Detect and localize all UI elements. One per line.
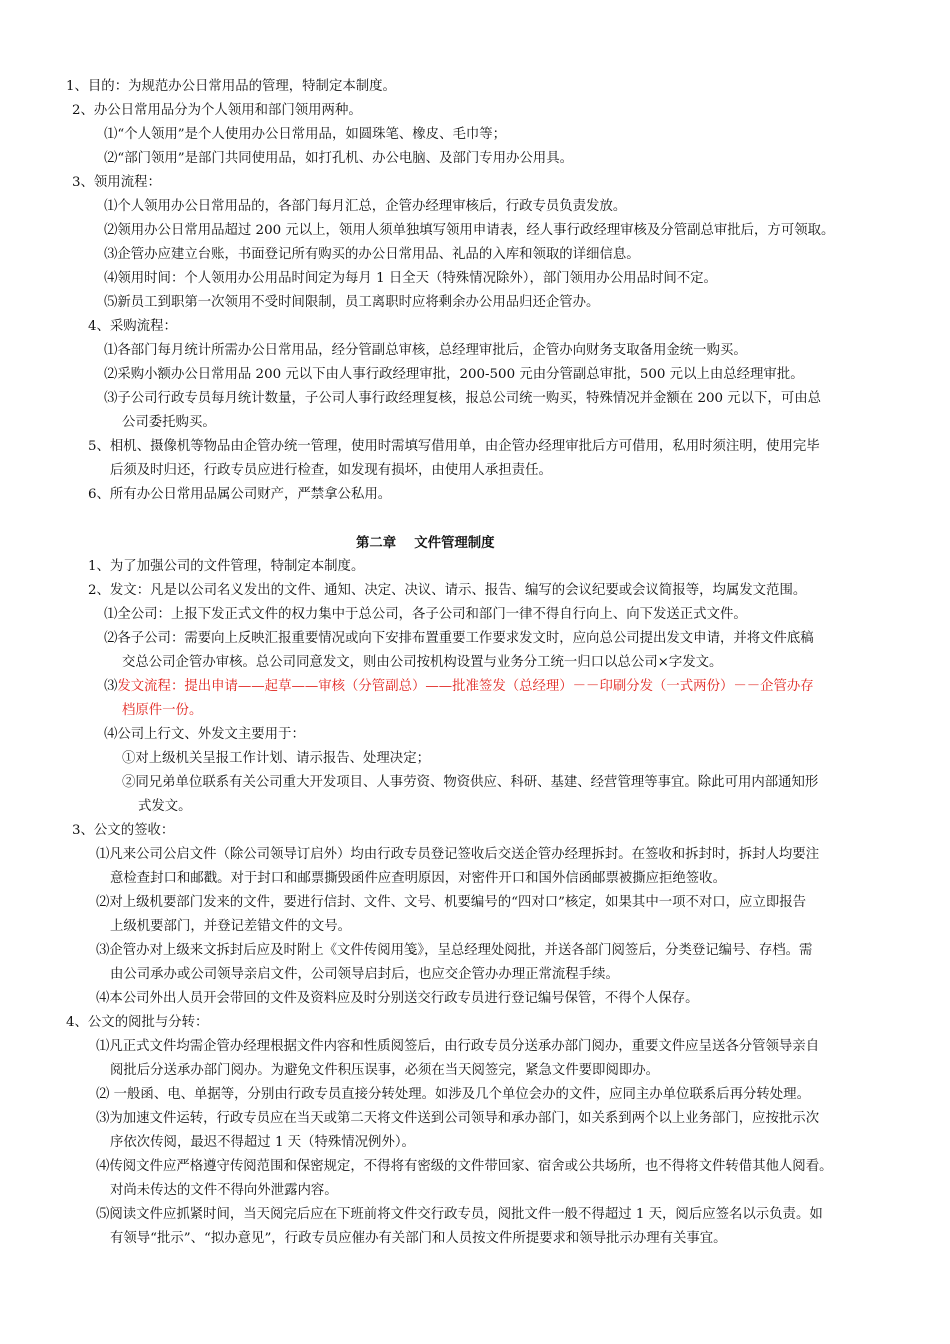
purchase-step-3: ⑶子公司行政专员每月统计数量，子公司人事行政经理复核，报总公司统一购买，特殊情况并金额在 200 元以下，可由总 (104, 391, 821, 406)
receipt-sub-4: ⑷本公司外出人员开会带回的文件及资料应及时分别送交行政专员进行登记编号保管，不得个人保存。 (96, 991, 699, 1006)
review-sub-2: ⑵ 一般函、电、单据等，分别由行政专员直接分转处理。如涉及几个单位会办的文件，应同主办单位联系后再分转处理。 (96, 1087, 810, 1102)
review-sub-4: ⑷传阅文件应严格遵守传阅范围和保密规定，不得将有密级的文件带回家、宿舍或公共场所，也不得将文件转借其他人阅看。 (96, 1159, 833, 1174)
purchase-step-2: ⑵采购小额办公日常用品 200 元以下由人事行政经理审批，200-500 元由分管副总审批，500 元以上由总经理审批。 (104, 367, 804, 382)
dispatch-sub-3 (104, 678, 814, 696)
dispatch-sub-2: ⑵各子公司：需要向上反映汇报重要情况或向下安排布置重要工作要求发文时，应向总公司提出发文申请，并将文件底稿 (104, 631, 814, 646)
dispatch-sub-4-b: ②同兄弟单位联系有关公司重大开发项目、人事劳资、物资供应、科研、基建、经营管理等事宜。除此可用内部通知形 (122, 775, 819, 790)
ch2-item-2-dispatch: 2、发文：凡是以公司名义发出的文件、通知、决定、决议、请示、报告、编写的会议纪要或会议简报等，均属发文范围。 (88, 583, 807, 598)
receipt-sub-2: ⑵对上级机要部门发来的文件，要进行信封、文件、文号、机要编号的“四对口”核定，如果其中一项不对口，应立即报告 (96, 895, 806, 910)
item-5-equipment-cont: 后须及时归还，行政专员应进行检查，如发现有损坏，由使用人承担责任。 (110, 463, 552, 478)
item-2-categories: 2、办公日常用品分为个人领用和部门领用两种。 (72, 103, 362, 118)
dispatch-sub-3-number: ⑶ (104, 679, 118, 694)
process-step-2: ⑵领用办公日常用品超过 200 元以上，领用人须单独填写领用申请表，经人事行政经理审核及分管副总审批后，方可领取。 (104, 223, 835, 238)
item-1-purpose: 1、目的：为规范办公日常用品的管理，特制定本制度。 (66, 79, 396, 94)
sub-item-department: ⑵“部门领用”是部门共同使用品，如打孔机、办公电脑、及部门专用办公用具。 (104, 151, 573, 166)
dispatch-sub-1: ⑴全公司：上报下发正式文件的权力集中于总公司，各子公司和部门一律不得自行向上、向下发送正式文件。 (104, 607, 747, 622)
ch2-item-1: 1、为了加强公司的文件管理，特制定本制度。 (88, 559, 365, 574)
review-sub-1-cont: 阅批后分送承办部门阅办。为避免文件积压误事，必须在当天阅签完，紧急文件要即阅即办。 (110, 1063, 660, 1078)
receipt-sub-1: ⑴凡来公司公启文件（除公司领导订启外）均由行政专员登记签收后交送企管办经理拆封。在签收和拆封时，拆封人均要注 (96, 847, 820, 862)
review-sub-3: ⑶为加速文件运转，行政专员应在当天或第二天将文件送到公司领导和承办部门，如关系到两个以上业务部门，应按批示次 (96, 1111, 820, 1126)
ch2-item-4-review: 4、公文的阅批与分转： (66, 1015, 209, 1030)
sub-item-personal: ⑴“个人领用”是个人使用办公日常用品，如圆珠笔、橡皮、毛巾等； (104, 127, 507, 142)
receipt-sub-3: ⑶企管办对上级来文拆封后应及时附上《文件传阅用笺》，呈总经理处阅批，并送各部门阅签后，分类登记编号、存档。需 (96, 943, 813, 958)
review-sub-1: ⑴凡正式文件均需企管办经理根据文件内容和性质阅签后，由行政专员分送承办部门阅办，重要文件应呈送各分管领导亲自 (96, 1039, 820, 1054)
dispatch-flow-text-cont: 档原件一份。 (122, 703, 203, 718)
item-6-property: 6、所有办公日常用品属公司财产，严禁拿公私用。 (88, 487, 392, 502)
receipt-sub-2-cont: 上级机要部门，并登记差错文件的文号。 (110, 919, 352, 934)
dispatch-sub-4-a: ①对上级机关呈报工作计划、请示报告、处理决定； (122, 751, 430, 766)
review-sub-4-cont: 对尚未传达的文件不得向外泄露内容。 (110, 1183, 338, 1198)
purchase-step-1: ⑴各部门每月统计所需办公日常用品，经分管副总审核，总经理审批后，企管办向财务支取备用金统一购买。 (104, 343, 747, 358)
item-5-equipment: 5、相机、摄像机等物品由企管办统一管理，使用时需填写借用单，由企管办经理审批后方可借用，私用时须注明，使用完毕 (88, 439, 820, 454)
dispatch-sub-4: ⑷公司上行文、外发文主要用于： (104, 727, 305, 742)
chapter-2-title: 第二章 文件管理制度 (356, 535, 495, 551)
receipt-sub-1-cont: 意检查封口和邮戳。对于封口和邮票撕毁函件应查明原因，对密件开口和国外信函邮票被撕应拒绝签收。 (110, 871, 726, 886)
process-step-5: ⑸新员工到职第一次领用不受时间限制，员工离职时应将剩余办公用品归还企管办。 (104, 295, 600, 310)
process-step-1: ⑴个人领用办公日常用品的，各部门每月汇总，企管办经理审核后，行政专员负责发放。 (104, 199, 627, 214)
review-sub-5-cont: 有领导“批示”、“拟办意见”，行政专员应催办有关部门和人员按文件所提要求和领导批示办理有关事宜。 (110, 1231, 727, 1246)
dispatch-sub-4-b-cont: 式发文。 (138, 799, 192, 814)
item-4-purchase: 4、采购流程： (88, 319, 177, 334)
item-3-process: 3、领用流程： (72, 175, 161, 190)
dispatch-sub-2-cont: 交总公司企管办审核。总公司同意发文，则由公司按机构设置与业务分工统一归口以总公司×字发文。 (122, 655, 723, 670)
dispatch-flow-text: 发文流程：提出申请——起草——审核（分管副总）——批准签发（总经理）－－印刷分发（一式两份）－－企管办存 (117, 679, 814, 694)
ch2-item-3-receipt: 3、公文的签收： (72, 823, 175, 838)
purchase-step-3-cont: 公司委托购买。 (122, 415, 216, 430)
review-sub-5: ⑸阅读文件应抓紧时间，当天阅完后应在下班前将文件交行政专员，阅批文件一般不得超过 1 天，阅后应签名以示负责。如 (96, 1207, 823, 1222)
process-step-4: ⑷领用时间：个人领用办公用品时间定为每月 1 日全天（特殊情况除外），部门领用办公用品时间不定。 (104, 271, 717, 286)
process-step-3: ⑶企管办应建立台账，书面登记所有购买的办公日常用品、礼品的入库和领取的详细信息。 (104, 247, 640, 262)
review-sub-3-cont: 序依次传阅，最迟不得超过 1 天（特殊情况例外）。 (110, 1135, 415, 1150)
receipt-sub-3-cont: 由公司承办或公司领导亲启文件，公司领导启封后，也应交企管办办理正常流程手续。 (110, 967, 619, 982)
